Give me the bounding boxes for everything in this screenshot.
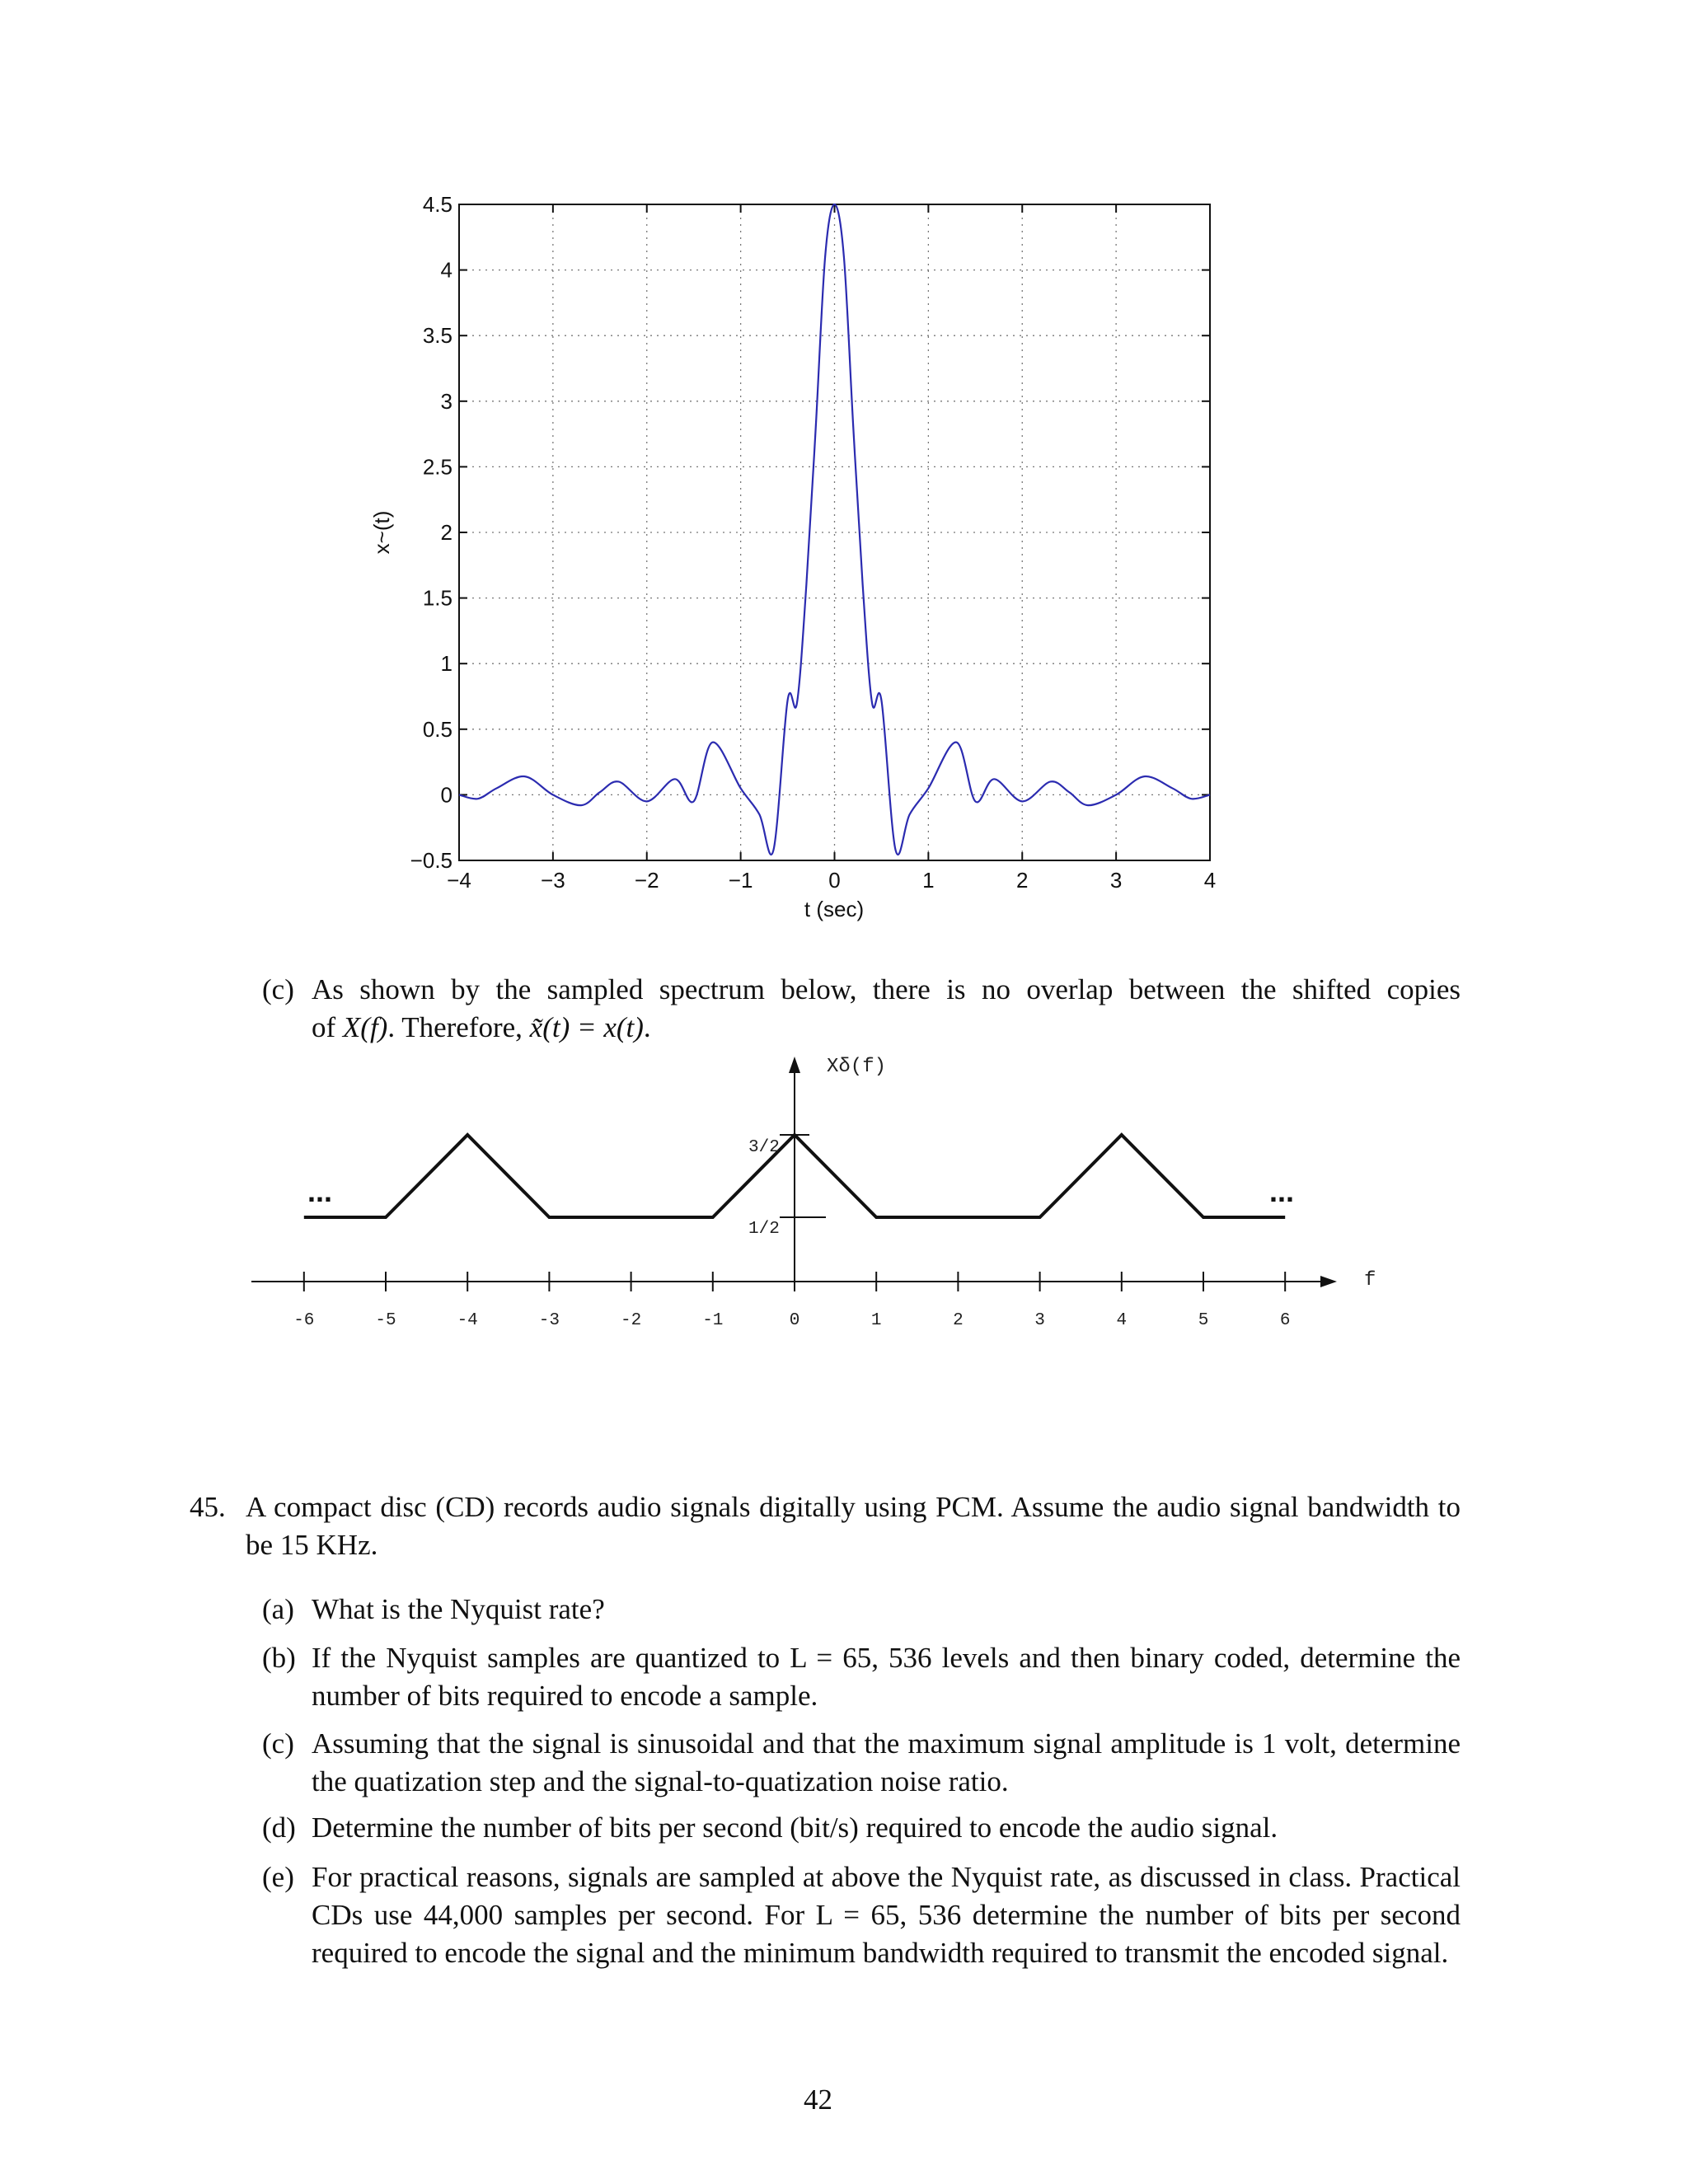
page-number: 42 xyxy=(804,2083,832,2116)
spectrum-axes xyxy=(251,1057,1337,1287)
y-tick-labels xyxy=(410,192,452,873)
level-1-2-label: 1/2 xyxy=(748,1220,780,1239)
f-tick-label: -3 xyxy=(538,1311,560,1330)
x-tick-label: 1 xyxy=(922,868,935,893)
y-tick-label: 1 xyxy=(440,651,452,677)
y-axis-label: x~(t) xyxy=(369,510,394,555)
f-tick-label: -6 xyxy=(293,1311,315,1330)
f-tick-label: -2 xyxy=(620,1311,642,1330)
f-axis-arrow xyxy=(1320,1276,1337,1287)
time-domain-plot xyxy=(0,0,1688,931)
f-tick-label: -5 xyxy=(375,1311,396,1330)
f-tick-label: 2 xyxy=(953,1311,964,1330)
part-c-line2: of X(f). Therefore, x̃(t) = x(t). xyxy=(312,1011,651,1043)
item-b-text: If the Nyquist samples are quantized to L = 65, 536 levels and then binary coded, determine the number of bits required to encode a sample. xyxy=(312,1642,1461,1712)
left-ellipsis: ... xyxy=(307,1174,333,1208)
item-d-text: Determine the number of bits per second (bit/s) required to encode the audio signal. xyxy=(312,1811,1278,1844)
f-tick-label: 1 xyxy=(870,1311,882,1330)
y-tick-label: 3.5 xyxy=(422,323,452,349)
x-axis-label: t (sec) xyxy=(804,897,865,921)
item-b-label: (b) xyxy=(262,1642,296,1674)
y-tick-label: 4.5 xyxy=(422,192,452,217)
question-number: 45. xyxy=(190,1491,226,1523)
item-a-text: What is the Nyquist rate? xyxy=(312,1593,605,1625)
x-tick-label: −4 xyxy=(447,868,471,893)
y-tick-label: 0.5 xyxy=(422,716,452,742)
y-tick-label: 2.5 xyxy=(422,454,452,480)
item-a-label: (a) xyxy=(262,1593,294,1625)
f-tick-label: -1 xyxy=(702,1311,724,1330)
x-tick-label: −2 xyxy=(634,868,659,893)
y-tick-label: −0.5 xyxy=(410,848,452,873)
f-tick-label: 3 xyxy=(1034,1311,1045,1330)
x-tick-label: 3 xyxy=(1109,868,1123,893)
f-tick-label: -4 xyxy=(457,1311,478,1330)
signal-curve xyxy=(459,204,1210,855)
level-3-2-label: 3/2 xyxy=(748,1138,780,1157)
math-equality: x̃(t) = x(t) xyxy=(529,1011,644,1043)
math-X-of-f: X(f) xyxy=(342,1011,388,1043)
vertical-axis-arrow xyxy=(789,1057,800,1073)
right-ellipsis: ... xyxy=(1268,1174,1295,1208)
x-tick-label: 0 xyxy=(828,868,841,893)
item-d-label: (d) xyxy=(262,1811,296,1844)
f-tick-label: 5 xyxy=(1198,1311,1209,1330)
spectrum-title: Xδ(f) xyxy=(827,1056,887,1078)
f-axis-label: f xyxy=(1364,1269,1376,1291)
f-tick-label: 0 xyxy=(789,1311,800,1330)
y-tick-label: 2 xyxy=(440,520,452,545)
y-tick-label: 4 xyxy=(440,257,452,283)
plot-grid xyxy=(459,204,1210,860)
f-tick-label: 6 xyxy=(1279,1311,1291,1330)
x-tick-label: −1 xyxy=(728,868,753,893)
item-e-label: (e) xyxy=(262,1861,294,1893)
x-tick-label: 4 xyxy=(1203,868,1217,893)
part-c-label: (c) xyxy=(262,973,294,1005)
f-tick-labels xyxy=(293,1311,1290,1330)
y-tick-label: 0 xyxy=(440,782,452,808)
x-tick-label: −3 xyxy=(541,868,565,893)
x-tick-labels xyxy=(447,868,1216,893)
item-c-text: Assuming that the signal is sinusoidal and that the maximum signal amplitude is 1 volt, determine the quatization step and the signal-to-quatization noise ratio. xyxy=(312,1727,1461,1797)
item-c-label: (c) xyxy=(262,1727,294,1760)
part-c-line1: As shown by the sampled spectrum below, there is no overlap between the shifted copies xyxy=(312,973,1461,1005)
f-tick-label: 4 xyxy=(1116,1311,1128,1330)
spectrum-plot xyxy=(0,1038,1688,1352)
y-tick-label: 1.5 xyxy=(422,585,452,611)
question-text: A compact disc (CD) records audio signals digitally using PCM. Assume the audio signal bandwidth to be 15 KHz. xyxy=(246,1491,1461,1561)
item-e-text: For practical reasons, signals are sampled at above the Nyquist rate, as discussed in class. Practical CDs use 44,000 samples per second. For L = 65, 536 determine the number of bits per second required to encode the signal and the minimum bandwidth required to transmit the encoded signal. xyxy=(312,1861,1461,1969)
y-tick-label: 3 xyxy=(440,388,452,414)
part-c-text xyxy=(312,971,1461,1047)
x-tick-label: 2 xyxy=(1016,868,1029,893)
